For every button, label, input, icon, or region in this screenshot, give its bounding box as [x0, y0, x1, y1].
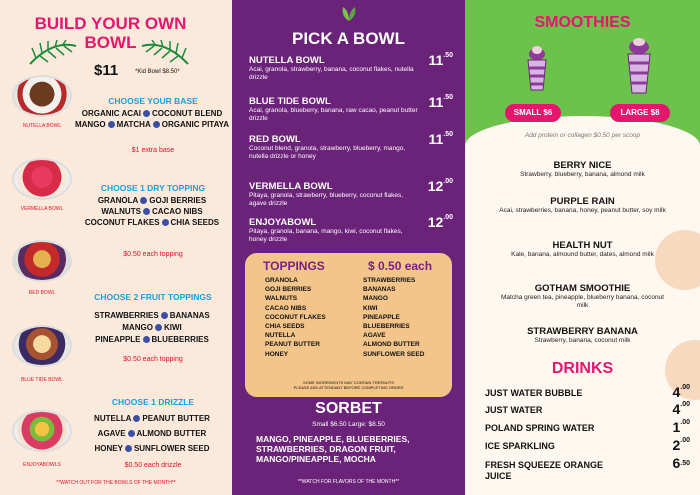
drizzle-row-3: HONEY SUNFLOWER SEED: [94, 444, 210, 453]
menu-item-name: VERMELLA BOWL: [249, 181, 333, 192]
menu-item-name: ENJOYABOWL: [249, 217, 317, 228]
smoothie-item: STRAWBERRY BANANA Strawberry, banana, coconut milk: [527, 326, 638, 344]
palm-leaf-icon: [28, 40, 78, 68]
base-note: $1 extra base: [131, 147, 175, 154]
base-heading: CHOOSE YOUR BASE: [108, 96, 198, 106]
menu-item-price: $11^{.50}$: [428, 131, 453, 147]
menu-item-name: RED BOWL: [249, 134, 301, 145]
fruit-note: $0.50 each topping: [123, 356, 183, 363]
menu-item-price: $11^{.50}$: [428, 52, 453, 68]
small-cup-icon: [525, 44, 549, 94]
left-footer: **WATCH OUT FOR THE BOWLS OF THE MONTH**: [56, 480, 176, 486]
blue-tide-bowl-image: [12, 325, 72, 367]
sorbet-title: SORBET: [315, 400, 382, 417]
dry-topping-row-3: COCONUT FLAKES CHIA SEEDS: [84, 218, 220, 227]
drizzle-heading: CHOOSE 1 DRIZZLE: [111, 397, 195, 407]
menu-item-name: BLUE TIDE BOWL: [249, 96, 331, 107]
dry-topping-row-2: WALNUTS CACAO NIBS: [101, 207, 203, 216]
smoothie-item: HEALTH NUT Kale, banana, almound butter, dates, almond milk: [511, 240, 654, 258]
leaf-logo-icon: [340, 6, 358, 22]
fruit-row-2: MANGO KIWI: [122, 323, 182, 332]
base-row-1: ORGANIC ACAI COCONUT BLEND: [81, 109, 223, 118]
drink-item: FRESH SQUEEZE ORANGE JUICE $6^{.50}$: [485, 455, 690, 481]
build-your-own-panel: [0, 0, 232, 495]
byo-price: $11: [94, 62, 119, 79]
menu-item-name: NUTELLA BOWL: [249, 55, 325, 66]
menu-item-desc: Coconut blend, granola, strawberry, blueberry, mango, nutella drizzle or honey: [249, 145, 406, 160]
smoothie-item: PURPLE RAIN Acai, strawberries, banana, honey, peanut butter, soy milk: [499, 196, 666, 214]
menu-item: [249, 217, 414, 244]
byo-title-line2: BOWL: [84, 33, 137, 52]
decor-circle: [655, 230, 700, 290]
nutella-bowl-image: [12, 75, 72, 117]
menu-item-desc: Pitaya, granola, strawberry, blueberry, coconut flakes, agave drizzle: [249, 192, 404, 207]
toppings-col-2: STRAWBERRIES BANANAS MANGO KIWI PINEAPPLE BLUEBERRIES AGAVE ALMOND BUTTER SUNFLOWER SEED: [363, 277, 425, 358]
smoothie-item: BERRY NICE Strawberry, blueberry, banana, almond milk: [520, 160, 645, 178]
small-size-badge: SMALL $6: [505, 104, 561, 122]
menu-item-desc: Pitaya, granola, banana, mango, kiwi, coconut flakes, honey drizzle: [249, 228, 403, 243]
smoothies-title: SMOOTHIES: [534, 14, 631, 31]
kid-bowl-price: *Kid Bowl $8.50*: [135, 69, 180, 75]
drink-item: JUST WATER BUBBLE $4^{.00}$: [485, 384, 690, 400]
menu-item-desc: Acai, granola, strawberry, banana, coconut flakes, nutella drizzle: [249, 66, 414, 81]
pick-bowl-title: PICK A BOWL: [291, 29, 405, 48]
fruit-heading: CHOOSE 2 FRUIT TOPPINGS: [94, 292, 212, 302]
vermella-bowl-image: [12, 158, 72, 200]
toppings-allergy-note: SOME INGREDIENTS MAY CONTAIN TREENUTS PLEASE ASK ATTENDANT BEFORE COMPLETING ORDER: [293, 380, 404, 390]
red-bowl-image: [12, 240, 72, 282]
sorbet-footer: **WATCH FOR FLAVORS OF THE MONTH**: [297, 479, 400, 485]
byo-title-line1: BUILD YOUR OWN: [34, 14, 187, 33]
dry-topping-heading: CHOOSE 1 DRY TOPPING: [100, 183, 206, 193]
drink-item: POLAND SPRING WATER $1^{.00}$: [485, 419, 690, 435]
toppings-box: [245, 253, 452, 397]
large-size-badge: LARGE $8: [610, 104, 670, 122]
dry-topping-note: $0.50 each topping: [123, 251, 183, 258]
sorbet-sizes: Small $6.50 Large: $8.50: [312, 421, 385, 428]
bowl-label: RED BOWL: [28, 290, 56, 296]
toppings-col-1: GRANOLA GOJI BERRIES WALNUTS CACAO NIBS COCONUT FLAKES CHIA SEEDS NUTELLA PEANUT BUTTER HONEY: [265, 277, 326, 358]
smoothie-item: GOTHAM SMOOTHIE Matcha green tea, pineapple, blueberry banana, coconut milk: [501, 283, 664, 309]
fruit-row-3: PINEAPPLE BLUEBERRIES: [95, 335, 209, 344]
bowl-label: ENJOYABOWLS: [23, 462, 61, 468]
drink-item: JUST WATER $4^{.00}$: [485, 401, 690, 417]
menu-item: [249, 55, 419, 82]
menu-item-price: $11^{.50}$: [428, 94, 453, 110]
toppings-price: $ 0.50 each: [368, 259, 433, 273]
drinks-title: DRINKS: [551, 360, 614, 377]
smoothies-panel: [465, 0, 700, 495]
palm-leaf-icon: [140, 40, 190, 68]
menu-item: [249, 181, 414, 208]
drizzle-row-2: AGAVE ALMOND BUTTER: [97, 429, 207, 438]
bowl-label: BLUE TIDE BOWL: [21, 377, 63, 383]
drizzle-note: $0.50 each drizzle: [124, 462, 182, 469]
addon-note: Add protein or collagen $0.50 per scoop: [524, 132, 641, 139]
menu-item-price: $12^{.00}$: [427, 178, 453, 194]
drink-item: ICE SPARKLING $2^{.00}$: [485, 437, 690, 453]
pick-a-bowl-panel: [232, 0, 465, 495]
enjoyabowl-image: [12, 410, 72, 452]
bowl-label: VERMELLA BOWL: [20, 206, 64, 212]
dry-topping-row-1: GRANOLA GOJI BERRIES: [97, 196, 207, 205]
bowl-label: NUTELLA BOWL: [22, 123, 62, 129]
fruit-row-1: STRAWBERRIES BANANAS: [94, 311, 210, 320]
base-row-2: MANGO MATCHA ORGANIC PITAYA: [74, 120, 230, 129]
toppings-title: TOPPINGS: [263, 259, 325, 273]
large-cup-icon: [625, 36, 653, 96]
sorbet-flavors: MANGO, PINEAPPLE, BLUEBERRIES, STRAWBERRIES, DRAGON FRUIT, MANGO/PINEAPPLE, MOCHA: [256, 434, 410, 464]
menu-item: [249, 96, 419, 123]
menu-item-price: $12^{.00}$: [427, 214, 453, 230]
menu-item: [249, 134, 414, 161]
menu-item-desc: Acai, granola, blueberry, banana, raw cacao, peanut butter drizzle: [249, 107, 418, 122]
drizzle-row-1: NUTELLA PEANUT BUTTER: [94, 414, 210, 423]
